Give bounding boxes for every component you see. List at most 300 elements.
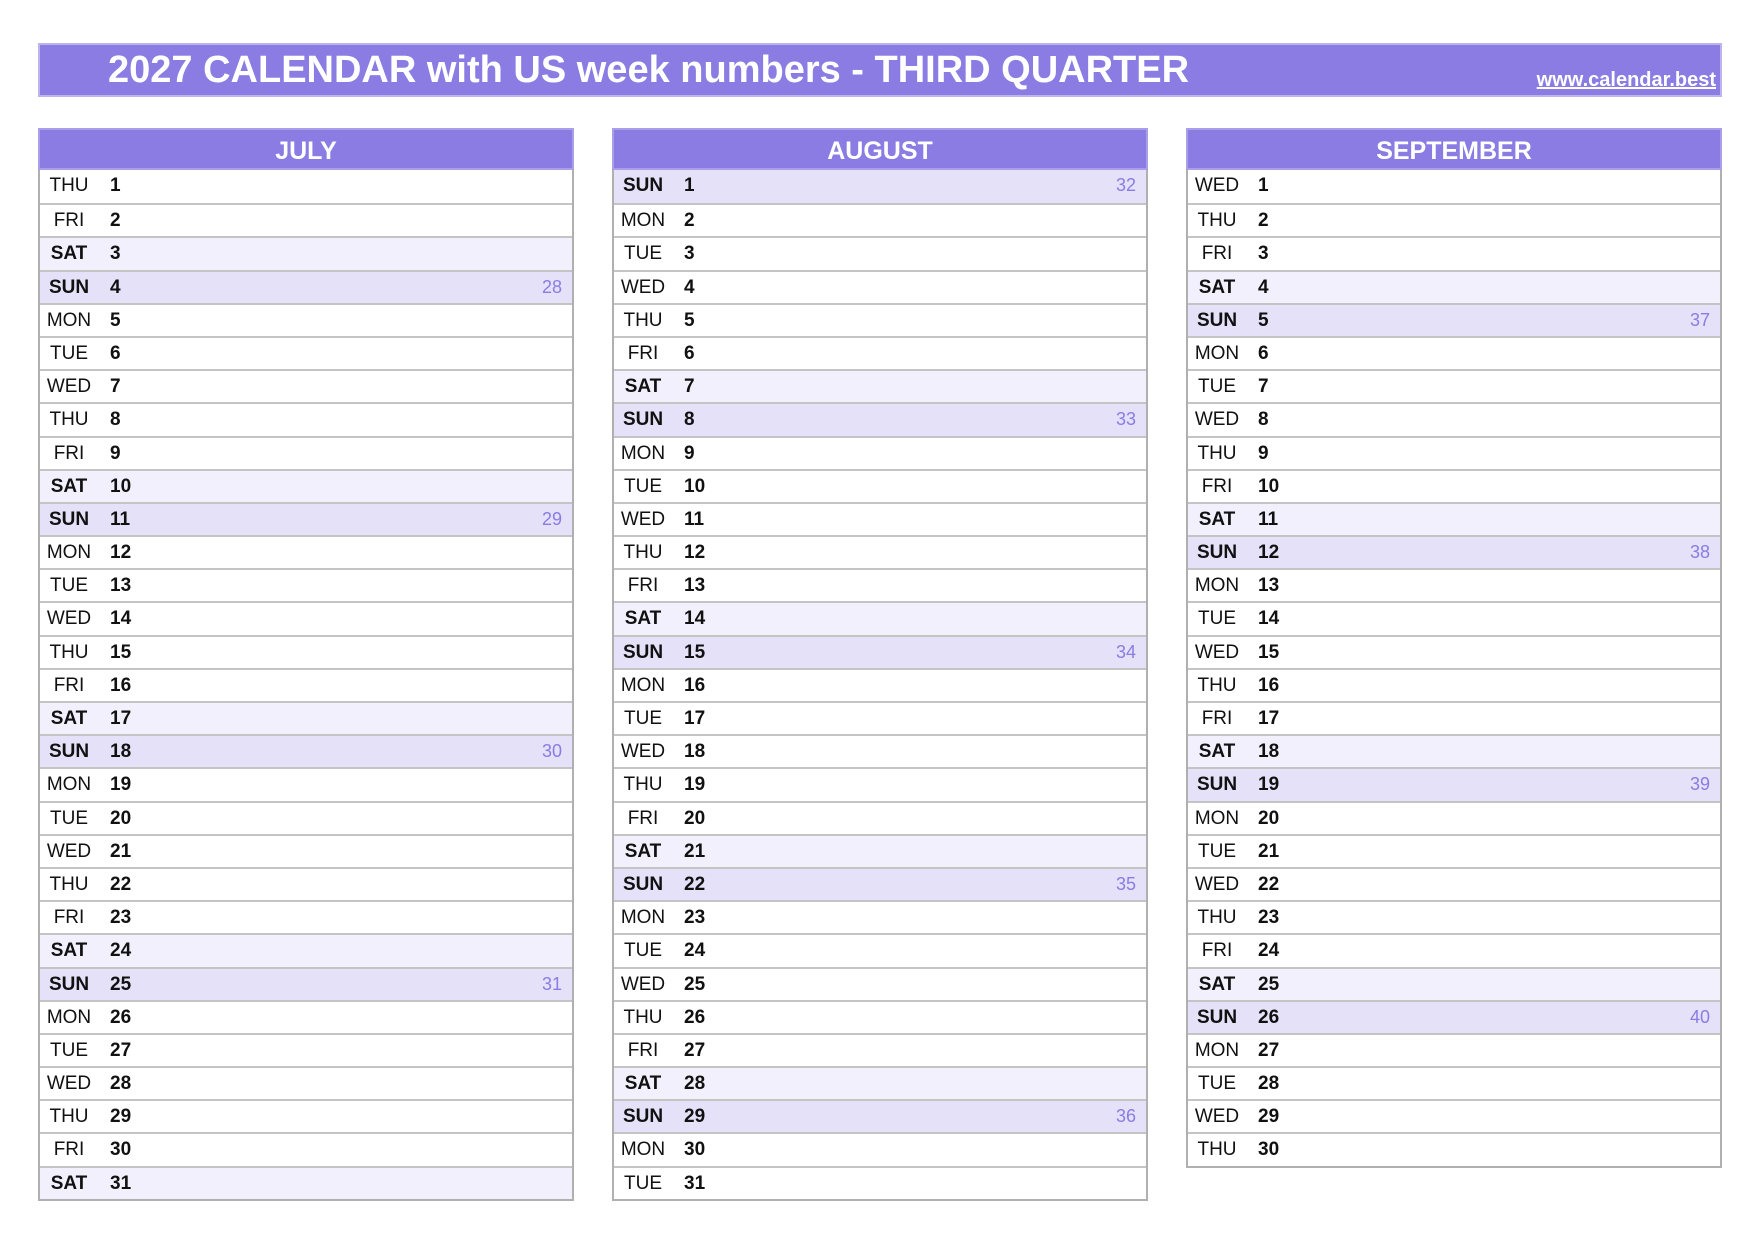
weekday-label: FRI (627, 575, 659, 597)
day-number: 20 (1258, 807, 1280, 829)
day-row (1188, 436, 1720, 469)
day-number: 5 (684, 309, 695, 331)
day-number: 12 (1258, 542, 1280, 564)
day-number: 25 (110, 973, 132, 995)
day-row (614, 1166, 1146, 1199)
day-number: 18 (684, 741, 706, 763)
day-row (614, 635, 1146, 668)
day-row (614, 967, 1146, 1000)
weekday-label: SAT (624, 1073, 662, 1095)
day-row (40, 767, 572, 800)
day-row (40, 635, 572, 668)
day-number: 30 (684, 1139, 706, 1161)
weekday-label: WED (620, 741, 666, 763)
weekday-label: SUN (622, 175, 664, 196)
day-row (40, 1033, 572, 1066)
day-row (1188, 369, 1720, 402)
weekday-label: THU (1197, 1139, 1237, 1161)
month-title: SEPTEMBER (1186, 128, 1722, 170)
day-row (614, 1033, 1146, 1066)
weekday-label: SAT (1198, 276, 1236, 298)
day-row (40, 469, 572, 502)
day-number: 10 (1258, 475, 1280, 497)
day-number: 17 (1258, 708, 1280, 729)
day-number: 25 (1258, 973, 1280, 995)
day-row (40, 303, 572, 336)
day-row (40, 236, 572, 269)
day-row (614, 1000, 1146, 1033)
weekday-label: THU (623, 542, 663, 564)
day-row (40, 170, 572, 203)
weekday-label: SUN (622, 873, 664, 895)
weekday-label: SUN (48, 276, 90, 298)
weekday-label: SAT (50, 708, 88, 729)
weekday-label: MON (1194, 342, 1240, 364)
weekday-label: SUN (1196, 542, 1238, 564)
day-number: 8 (110, 409, 121, 431)
day-row (1188, 170, 1720, 203)
day-number: 12 (684, 542, 706, 564)
day-number: 6 (1258, 342, 1269, 364)
week-number: 30 (541, 741, 562, 762)
week-number: 38 (1689, 542, 1710, 563)
day-row (40, 203, 572, 236)
day-number: 5 (110, 309, 121, 331)
day-row (40, 668, 572, 701)
weekday-label: THU (1197, 210, 1237, 232)
day-row (40, 900, 572, 933)
day-number: 27 (110, 1039, 132, 1061)
weekday-label: SUN (48, 508, 90, 530)
day-row (1188, 303, 1720, 336)
day-row (614, 270, 1146, 303)
weekday-label: TUE (50, 575, 88, 597)
weekday-label: MON (46, 774, 92, 796)
day-number: 28 (684, 1073, 706, 1095)
day-row (614, 801, 1146, 834)
day-number: 19 (110, 774, 132, 796)
weekday-label: FRI (53, 907, 85, 929)
day-row (1188, 1033, 1720, 1066)
day-number: 31 (684, 1172, 706, 1194)
day-row (40, 336, 572, 369)
weekday-label: MON (46, 309, 92, 331)
weekday-label: SAT (1198, 508, 1236, 530)
weekday-label: MON (46, 542, 92, 564)
week-number: 35 (1115, 873, 1136, 894)
day-number: 14 (1258, 608, 1280, 630)
day-row (1188, 1099, 1720, 1132)
day-row (40, 601, 572, 634)
day-number: 21 (110, 840, 132, 862)
weekday-label: WED (46, 1073, 92, 1095)
weekday-label: WED (620, 508, 666, 530)
day-number: 9 (684, 442, 695, 464)
weekday-label: THU (623, 309, 663, 331)
month-september (1186, 128, 1722, 1168)
day-number: 1 (1258, 175, 1269, 196)
day-number: 18 (1258, 741, 1280, 763)
weekday-label: TUE (624, 708, 662, 729)
day-row (614, 402, 1146, 435)
weekday-label: MON (1194, 575, 1240, 597)
weekday-label: THU (1197, 674, 1237, 696)
day-number: 3 (684, 243, 695, 265)
day-row (614, 734, 1146, 767)
day-row (614, 1066, 1146, 1099)
week-number: 29 (541, 508, 562, 529)
day-row (40, 502, 572, 535)
weekday-label: WED (620, 973, 666, 995)
weekday-label: MON (620, 210, 666, 232)
day-number: 3 (110, 243, 121, 265)
day-row (40, 270, 572, 303)
day-number: 5 (1258, 309, 1269, 331)
day-row (614, 170, 1146, 203)
day-row (614, 1099, 1146, 1132)
day-number: 1 (110, 175, 121, 196)
weekday-label: SAT (50, 940, 88, 962)
day-number: 22 (684, 873, 706, 895)
day-row (40, 801, 572, 834)
weekday-label: FRI (627, 1039, 659, 1061)
day-number: 11 (684, 508, 705, 530)
day-row (1188, 236, 1720, 269)
day-row (1188, 801, 1720, 834)
weekday-label: MON (1194, 1039, 1240, 1061)
day-row (40, 1166, 572, 1199)
weekday-label: WED (46, 840, 92, 862)
weekday-label: TUE (624, 243, 662, 265)
day-number: 15 (110, 641, 132, 663)
day-number: 2 (1258, 210, 1269, 232)
day-number: 15 (684, 641, 706, 663)
day-number: 29 (684, 1106, 706, 1128)
weekday-label: TUE (1198, 840, 1236, 862)
weekday-label: WED (1194, 1106, 1240, 1128)
weekday-label: THU (623, 774, 663, 796)
month-august (612, 128, 1148, 1201)
weekday-label: SUN (622, 409, 664, 431)
day-row (1188, 601, 1720, 634)
weekday-label: WED (46, 376, 92, 398)
day-number: 18 (110, 741, 132, 763)
day-row (614, 601, 1146, 634)
day-row (40, 701, 572, 734)
day-number: 21 (1258, 840, 1280, 862)
day-number: 14 (110, 608, 132, 630)
weekday-label: TUE (1198, 608, 1236, 630)
day-row (1188, 469, 1720, 502)
weekday-label: SAT (50, 243, 88, 265)
day-row (40, 535, 572, 568)
weekday-label: THU (49, 1106, 89, 1128)
month-july (38, 128, 574, 1201)
day-number: 3 (1258, 243, 1269, 265)
day-row (614, 1132, 1146, 1165)
day-number: 26 (684, 1006, 706, 1028)
day-number: 13 (110, 575, 132, 597)
weekday-label: WED (1194, 641, 1240, 663)
day-row (1188, 635, 1720, 668)
weekday-label: MON (620, 1139, 666, 1161)
day-number: 7 (1258, 376, 1269, 398)
day-row (1188, 701, 1720, 734)
day-number: 13 (1258, 575, 1280, 597)
day-row (1188, 270, 1720, 303)
day-row (614, 303, 1146, 336)
day-row (1188, 535, 1720, 568)
day-number: 26 (110, 1006, 132, 1028)
weekday-label: FRI (1201, 940, 1233, 962)
week-number: 34 (1115, 641, 1136, 662)
weekday-label: FRI (53, 1139, 85, 1161)
weekday-label: SAT (624, 840, 662, 862)
day-row (1188, 767, 1720, 800)
weekday-label: WED (620, 276, 666, 298)
website-link[interactable]: www.calendar.best (1536, 69, 1716, 91)
week-number: 31 (541, 973, 562, 994)
weekday-label: TUE (50, 807, 88, 829)
week-number: 37 (1689, 309, 1710, 330)
day-number: 28 (110, 1073, 132, 1095)
day-number: 28 (1258, 1073, 1280, 1095)
day-row (614, 867, 1146, 900)
weekday-label: SAT (50, 475, 88, 497)
day-number: 4 (1258, 276, 1269, 298)
day-row (40, 1099, 572, 1132)
day-row (1188, 203, 1720, 236)
day-row (1188, 1132, 1720, 1165)
weekday-label: MON (46, 1006, 92, 1028)
weekday-label: THU (49, 175, 89, 196)
day-number: 22 (1258, 873, 1280, 895)
month-title: JULY (38, 128, 574, 170)
weekday-label: SUN (622, 641, 664, 663)
weekday-label: FRI (1201, 475, 1233, 497)
day-row (1188, 933, 1720, 966)
day-row (1188, 1000, 1720, 1033)
day-row (1188, 900, 1720, 933)
month-title: AUGUST (612, 128, 1148, 170)
week-number: 36 (1115, 1106, 1136, 1127)
weekday-label: SUN (622, 1106, 664, 1128)
day-row (40, 369, 572, 402)
day-row (614, 701, 1146, 734)
day-number: 23 (684, 907, 706, 929)
weekday-label: SUN (1196, 1006, 1238, 1028)
day-number: 10 (110, 475, 132, 497)
day-row (1188, 568, 1720, 601)
weekday-label: WED (46, 608, 92, 630)
day-number: 7 (110, 376, 121, 398)
day-number: 2 (110, 210, 121, 232)
day-row (40, 1132, 572, 1165)
day-row (614, 369, 1146, 402)
weekday-label: MON (1194, 807, 1240, 829)
day-number: 23 (110, 907, 132, 929)
weekday-label: FRI (627, 807, 659, 829)
day-number: 2 (684, 210, 695, 232)
week-number: 33 (1115, 409, 1136, 430)
weekday-label: TUE (624, 940, 662, 962)
day-number: 20 (110, 807, 132, 829)
day-number: 29 (110, 1106, 132, 1128)
day-number: 23 (1258, 907, 1280, 929)
day-row (40, 436, 572, 469)
day-number: 31 (110, 1172, 132, 1194)
weekday-label: THU (1197, 907, 1237, 929)
day-number: 9 (110, 442, 121, 464)
day-row (40, 1000, 572, 1033)
page-title: 2027 CALENDAR with US week numbers - THIRD QUARTER (108, 49, 1190, 91)
weekday-label: WED (1194, 175, 1240, 196)
day-number: 19 (1258, 774, 1280, 796)
day-number: 10 (684, 475, 706, 497)
day-row (614, 436, 1146, 469)
weekday-label: THU (1197, 442, 1237, 464)
day-number: 1 (684, 175, 695, 196)
day-number: 21 (684, 840, 706, 862)
week-number: 39 (1689, 774, 1710, 795)
day-number: 19 (684, 774, 706, 796)
day-number: 15 (1258, 641, 1280, 663)
day-row (1188, 967, 1720, 1000)
weekday-label: TUE (624, 1172, 662, 1194)
day-list (38, 170, 574, 1201)
day-row (1188, 734, 1720, 767)
day-number: 29 (1258, 1106, 1280, 1128)
day-number: 6 (684, 342, 695, 364)
calendar-header (38, 43, 1722, 97)
day-number: 8 (684, 409, 695, 431)
day-number: 16 (110, 674, 132, 696)
day-number: 16 (1258, 674, 1280, 696)
day-row (614, 767, 1146, 800)
day-number: 22 (110, 873, 132, 895)
day-number: 27 (1258, 1039, 1280, 1061)
day-number: 13 (684, 575, 706, 597)
weekday-label: SUN (1196, 309, 1238, 331)
day-row (614, 834, 1146, 867)
day-number: 12 (110, 542, 132, 564)
day-row (1188, 668, 1720, 701)
day-number: 6 (110, 342, 121, 364)
week-number: 40 (1689, 1006, 1710, 1027)
weekday-label: SAT (624, 608, 662, 630)
weekday-label: SAT (1198, 973, 1236, 995)
day-row (1188, 502, 1720, 535)
day-row (40, 1066, 572, 1099)
day-number: 14 (684, 608, 706, 630)
day-number: 17 (110, 708, 132, 729)
weekday-label: WED (1194, 873, 1240, 895)
day-number: 16 (684, 674, 706, 696)
day-row (1188, 336, 1720, 369)
day-row (614, 535, 1146, 568)
day-number: 26 (1258, 1006, 1280, 1028)
day-number: 30 (1258, 1139, 1280, 1161)
day-row (1188, 867, 1720, 900)
day-number: 24 (684, 940, 706, 962)
weekday-label: MON (620, 674, 666, 696)
weekday-label: TUE (1198, 1073, 1236, 1095)
day-number: 8 (1258, 409, 1269, 431)
weekday-label: TUE (50, 1039, 88, 1061)
day-row (614, 668, 1146, 701)
day-row (40, 933, 572, 966)
day-number: 11 (110, 508, 131, 530)
day-row (614, 236, 1146, 269)
weekday-label: SUN (48, 973, 90, 995)
day-list (1186, 170, 1722, 1168)
weekday-label: SAT (50, 1172, 88, 1194)
day-number: 27 (684, 1039, 706, 1061)
weekday-label: FRI (53, 442, 85, 464)
day-list (612, 170, 1148, 1201)
day-number: 24 (110, 940, 132, 962)
day-number: 17 (684, 708, 706, 729)
day-number: 11 (1258, 508, 1279, 530)
day-row (40, 568, 572, 601)
day-number: 25 (684, 973, 706, 995)
day-row (40, 867, 572, 900)
weekday-label: MON (620, 907, 666, 929)
day-row (40, 734, 572, 767)
day-row (1188, 834, 1720, 867)
weekday-label: SUN (1196, 774, 1238, 796)
weekday-label: THU (49, 409, 89, 431)
day-row (40, 834, 572, 867)
day-row (614, 568, 1146, 601)
day-number: 30 (110, 1139, 132, 1161)
day-number: 24 (1258, 940, 1280, 962)
day-number: 20 (684, 807, 706, 829)
weekday-label: TUE (1198, 376, 1236, 398)
day-number: 9 (1258, 442, 1269, 464)
weekday-label: THU (49, 641, 89, 663)
weekday-label: MON (620, 442, 666, 464)
week-number: 32 (1115, 175, 1136, 195)
day-row (614, 900, 1146, 933)
weekday-label: TUE (50, 342, 88, 364)
weekday-label: FRI (53, 674, 85, 696)
weekday-label: SAT (1198, 741, 1236, 763)
weekday-label: FRI (1201, 708, 1233, 729)
day-row (40, 402, 572, 435)
weekday-label: SUN (48, 741, 90, 763)
weekday-label: FRI (1201, 243, 1233, 265)
weekday-label: WED (1194, 409, 1240, 431)
day-number: 7 (684, 376, 695, 398)
day-number: 4 (684, 276, 695, 298)
week-number: 28 (541, 276, 562, 297)
day-row (614, 469, 1146, 502)
day-row (614, 203, 1146, 236)
day-row (614, 336, 1146, 369)
day-row (40, 967, 572, 1000)
weekday-label: SAT (624, 376, 662, 398)
day-row (614, 933, 1146, 966)
day-row (1188, 402, 1720, 435)
day-row (614, 502, 1146, 535)
weekday-label: FRI (53, 210, 85, 232)
day-row (1188, 1066, 1720, 1099)
weekday-label: FRI (627, 342, 659, 364)
weekday-label: THU (623, 1006, 663, 1028)
day-number: 4 (110, 276, 121, 298)
weekday-label: THU (49, 873, 89, 895)
